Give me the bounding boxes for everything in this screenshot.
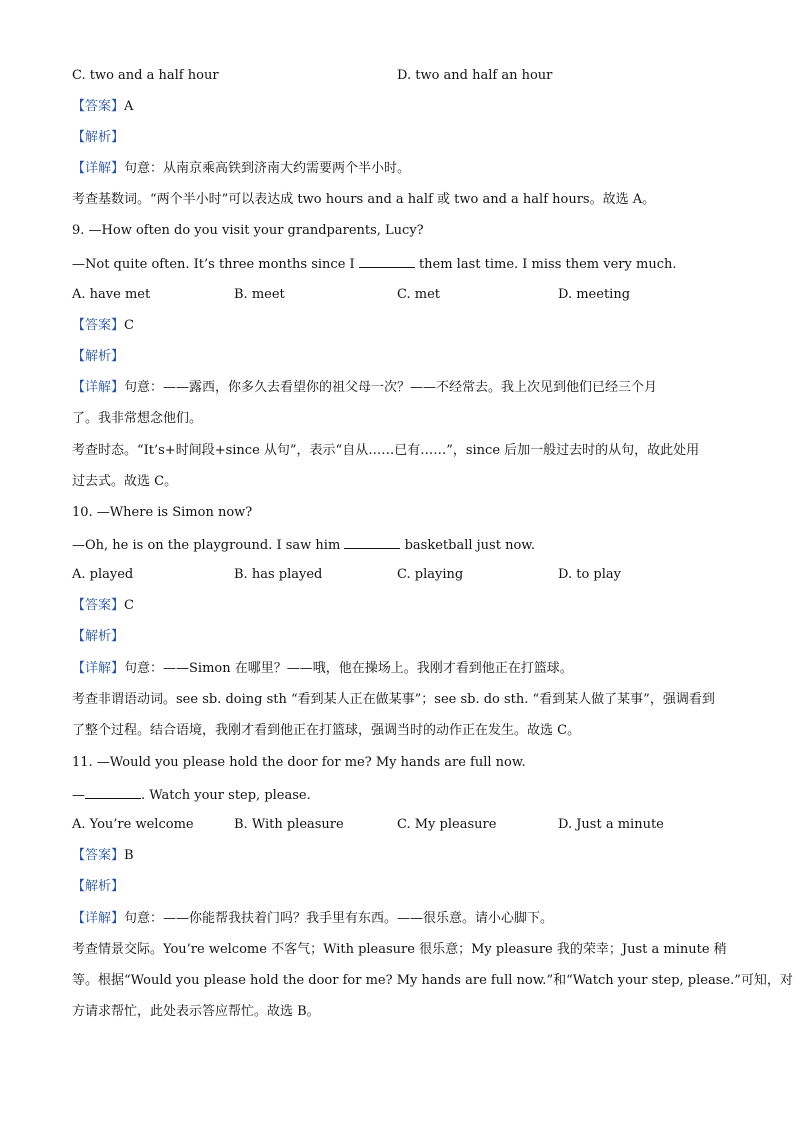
detail-text: 句意：——你能帮我扶着门吗？我手里有东西。——很乐意。请小心脚下。 [124,911,554,926]
q11-analysis-tag: 【解析】 [72,879,125,894]
q10-stem-line2 [72,535,535,555]
answer-tag: 【答案】 [72,598,125,613]
q9-option-d: D. meeting [558,287,631,302]
q10-detail [72,660,573,678]
q11-detail [72,910,553,928]
detail-text: 句意：——露西，你多久去看望你的祖父母一次？——不经常去。我上次见到他们已经三个月 [124,380,658,395]
q10-stem-line1: 10. —Where is Simon now? [72,505,253,520]
detail-text: 句意：——Simon 在哪里？——哦，他在操场上。我刚才看到他正在打篮球。 [124,661,573,676]
q11-answer [72,847,134,865]
q10-option-d: D. to play [558,567,621,582]
answer-value: C [124,318,134,333]
q9-explain-line2: 过去式。故选 C。 [72,474,178,489]
q11-option-c: C. My pleasure [397,817,497,832]
stem-text-b: . Watch your step, please. [141,788,311,803]
q11-option-b: B. With pleasure [234,817,344,832]
q8-analysis-tag: 【解析】 [72,130,125,145]
answer-blank [359,254,415,268]
q11-explain-line2: 等。根据“Would you please hold the door for me? My hands are full now.”和“Watch your step, please.”可知，对 [72,973,793,988]
answer-tag: 【答案】 [72,318,125,333]
q10-explain-line1: 考查非谓语动词。see sb. doing sth “看到某人正在做某事”；see sb. do sth. “看到某人做了某事”，强调看到 [72,692,715,707]
answer-blank [85,785,141,799]
detail-text: 句意：从南京乘高铁到济南大约需要两个半小时。 [124,161,411,176]
q11-explain-line1: 考查情景交际。You’re welcome 不客气；With pleasure 很乐意；My pleasure 我的荣幸；Just a minute 稍 [72,942,727,957]
q9-stem-line1: 9. —How often do you visit your grandparents, Lucy? [72,223,424,238]
q10-option-c: C. playing [397,567,464,582]
answer-value: C [124,598,134,613]
stem-text-b: them last time. I miss them very much. [418,257,677,272]
stem-text-a: — [72,788,85,803]
q11-option-a: A. You’re welcome [72,817,194,832]
detail-tag: 【详解】 [72,911,125,926]
q9-answer [72,317,134,335]
q8-explain: 考查基数词。“两个半小时”可以表达成 two hours and a half 或 two and a half hours。故选 A。 [72,192,656,207]
q9-detail [72,379,657,397]
q10-option-b: B. has played [234,567,323,582]
q10-explain-line2: 了整个过程。结合语境，我刚才看到他正在打篮球，强调当时的动作正在发生。故选 C。 [72,723,581,738]
q8-detail [72,160,410,178]
q10-answer [72,597,134,615]
answer-value: B [124,848,134,863]
q9-stem-line2 [72,254,676,274]
q9-explain-line1: 考查时态。“It’s+时间段+since 从句”，表示“自从……已有……”，since 后加一般过去时的从句，故此处用 [72,443,700,458]
q9-analysis-tag: 【解析】 [72,349,125,364]
answer-blank [344,535,400,549]
answer-value: A [124,99,134,114]
stem-text-a: —Oh, he is on the playground. I saw him [72,538,341,553]
detail-tag: 【详解】 [72,380,125,395]
q10-option-a: A. played [72,567,134,582]
stem-text-b: basketball just now. [404,538,535,553]
q9-option-b: B. meet [234,287,285,302]
q11-stem-line2 [72,785,311,805]
answer-tag: 【答案】 [72,848,125,863]
detail-tag: 【详解】 [72,161,125,176]
q11-option-d: D. Just a minute [558,817,664,832]
answer-tag: 【答案】 [72,99,125,114]
q9-option-a: A. have met [72,287,151,302]
q11-explain-line3: 方请求帮忙，此处表示答应帮忙。故选 B。 [72,1004,320,1019]
q10-analysis-tag: 【解析】 [72,629,125,644]
detail-tag: 【详解】 [72,661,125,676]
q11-stem-line1: 11. —Would you please hold the door for me? My hands are full now. [72,755,526,770]
q9-option-c: C. met [397,287,440,302]
q8-answer [72,98,133,116]
q9-detail-line2: 了。我非常想念他们。 [72,411,203,426]
q8-option-d: D. two and half an hour [397,68,553,83]
stem-text-a: —Not quite often. It’s three months since I [72,257,355,272]
q8-option-c: C. two and a half hour [72,68,219,83]
